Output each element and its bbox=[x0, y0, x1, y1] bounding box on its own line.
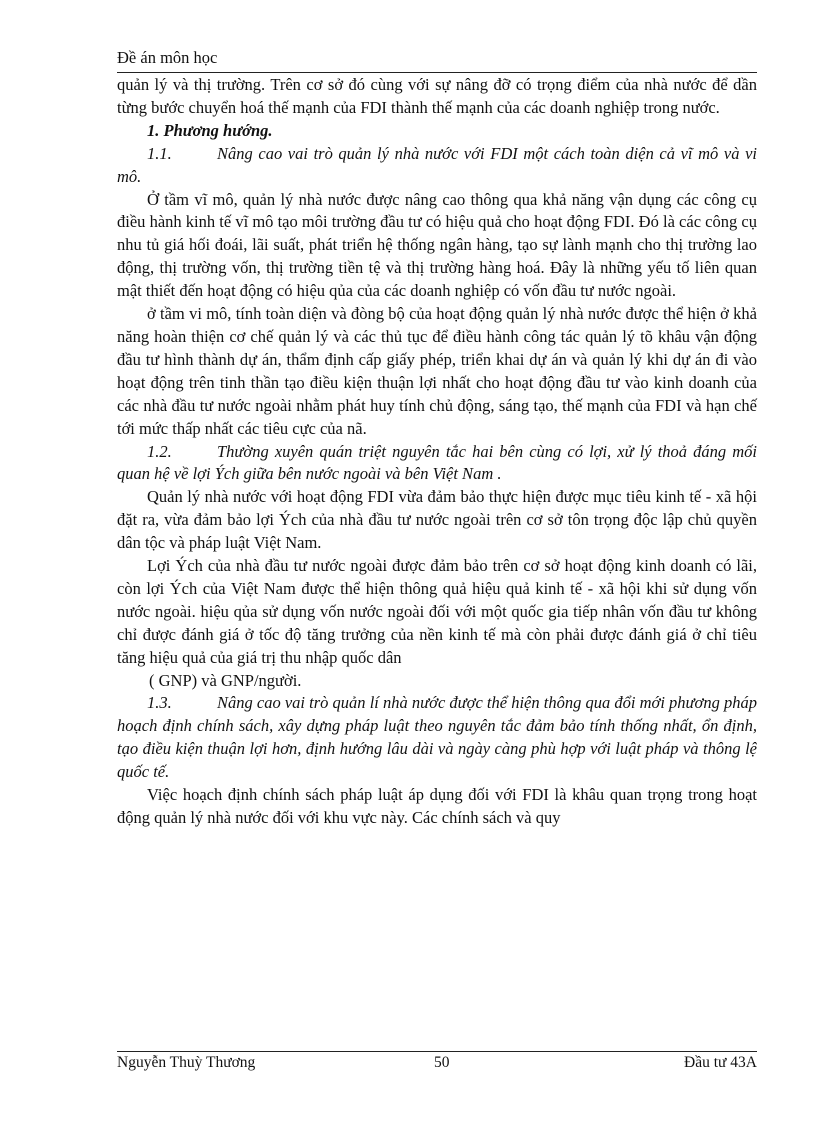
paragraph-macro: Ở tầm vĩ mô, quản lý nhà nước được nâng cao thông qua khả năng vận dụng các công cụ điều hành kinh tế vĩ mô tạo môi trường đầu tư có hiệu quả cho hoạt động FDI. Đó là các công cụ nhu tủ giá hối đoái, lãi suất, phát triển hệ thống ngân hàng, tạo sự lành mạnh cho thị trường lao động, thị trường vốn, thị trường tiền tệ và thị trường hàng hoá. Đây là những yếu tố liên quan mật thiết đến hoạt động có hiệu qủa của các doanh nghiệp có vốn đầu tư nước ngoài. bbox=[117, 189, 757, 301]
footer-author: Nguyễn Thuỳ Thương bbox=[117, 1054, 256, 1071]
subsection-text: Thường xuyên quán triệt nguyên tắc hai bên cùng có lợi, xử lý thoả đáng mối quan hệ về lợi Ých giữa bên nước ngoài và bên Việt Nam . bbox=[117, 441, 757, 484]
page-footer bbox=[117, 1054, 757, 1078]
paragraph-micro: ở tầm vi mô, tính toàn diện và đòng bộ của hoạt động quản lý nhà nước được thể hiện ở khả năng hoàn thiện cơ chế quản lý và các thủ tục để điều hành công tác quản lý tõ khâu vận động đầu tư hình thành dự án, thẩm định cấp giấy phép, triển khai dự án và quản lý khi dự án đi vào hoạt động trên tinh thần tạo điều kiện thuận lợi nhất cho hoạt động đầu tư vào kinh doanh của các nhà đầu tư nước ngoài nhằm phát huy tính chủ động, sáng tạo, thế mạnh của FDI và hạn chế tới mức thấp nhất các tiêu cực của nã. bbox=[117, 304, 757, 438]
section-heading: 1. Phương hướng. bbox=[147, 120, 273, 140]
footer-divider bbox=[117, 1051, 757, 1052]
subsection-1-3 bbox=[117, 692, 757, 784]
page-number: 50 bbox=[434, 1054, 450, 1071]
subsection-text: Nâng cao vai trò quản lí nhà nước được thể hiện thông qua đổi mới phương pháp hoạch định chính sách, xây dựng pháp luật theo nguyên tắc đảm bảo tính thống nhất, ổn định, tạo điều kiện thuận lợi hơn, định hướng lâu dài và ngày càng phù hợp với luật pháp và thông lệ quốc tế. bbox=[117, 693, 757, 782]
subsection-number: 1.1. bbox=[147, 143, 172, 163]
page-header: Đề án môn học bbox=[117, 48, 218, 67]
subsection-number: 1.3. bbox=[147, 693, 172, 713]
footer-class: Đầu tư 43A bbox=[684, 1054, 757, 1071]
header-divider bbox=[117, 72, 757, 73]
paragraph-benefits: Lợi Ých của nhà đầu tư nước ngoài được đảm bảo trên cơ sở hoạt động kinh doanh có lãi, còn lợi Ých của Việt Nam được thể hiện thông quả hiệu quả kinh tế - xã hội khi sử dụng vốn nước ngoài. hiệu qủa sử dụng vốn nước ngoài đối với một quốc gia tiếp nhân vốn đầu tư không chỉ được đánh giá ở tốc độ tăng trưởng của nền kinh tế mà còn phải được đánh giá ở chỉ tiêu tăng hiệu quả của giá trị thu nhập quốc dân bbox=[117, 556, 757, 667]
paragraph-intro: quản lý và thị trường. Trên cơ sở đó cùng với sự nâng đỡ có trọng điểm của nhà nước để dần từng bước chuyển hoá thế mạnh của FDI thành thế mạnh của các doanh nghiệp trong nước. bbox=[117, 75, 757, 117]
subsection-text: Nâng cao vai trò quản lý nhà nước với FDI một cách toàn diện cả vĩ mô và vi mô. bbox=[117, 143, 757, 186]
subsection-number: 1.2. bbox=[147, 441, 172, 461]
paragraph-management: Quản lý nhà nước với hoạt động FDI vừa đảm bảo thực hiện được mục tiêu kinh tế - xã hội đặt ra, vừa đảm bảo lợi Ých của nhà đầu tư nước ngoài trên cơ sở tôn trọng độc lập chủ quyền dân tộc và pháp luật Việt Nam. bbox=[117, 487, 757, 553]
subsection-1-2 bbox=[117, 441, 757, 487]
paragraph-policy: Việc hoạch định chính sách pháp luật áp dụng đối với FDI là khâu quan trọng trong hoạt động quản lý nhà nước đối với khu vực này. Các chính sách và quy bbox=[117, 785, 757, 827]
page-body bbox=[117, 74, 757, 830]
subsection-1-1 bbox=[117, 143, 757, 189]
paragraph-gnp: ( GNP) và GNP/người. bbox=[149, 670, 302, 690]
